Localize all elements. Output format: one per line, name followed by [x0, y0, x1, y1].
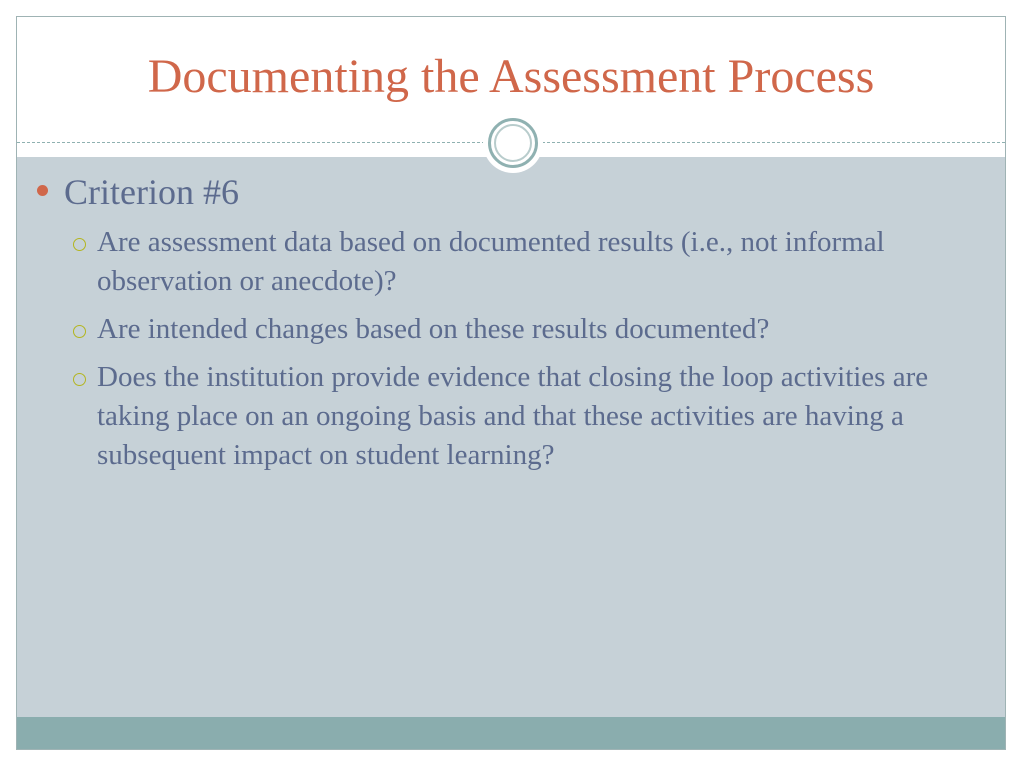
sub-bullet-item [73, 358, 1003, 475]
sub-bullet-text: Are assessment data based on documented results (i.e., not informal observation or anecdote)? [97, 226, 885, 297]
sub-bullet-text: Are intended changes based on these results documented? [97, 313, 770, 345]
main-bullet-item [37, 171, 987, 213]
sub-bullet-list [73, 223, 1003, 484]
sub-bullet-text: Does the institution provide evidence that closing the loop activities are taking place on an ongoing basis and that these activities are having a subsequent impact on student learning? [97, 361, 929, 471]
slide [16, 16, 1006, 750]
ornament-inner-ring [494, 124, 532, 162]
hollow-bullet-icon [73, 238, 86, 251]
hollow-bullet-icon [73, 325, 86, 338]
hollow-bullet-icon [73, 373, 86, 386]
sub-bullet-item [73, 223, 1003, 301]
ornament-outer-ring [488, 118, 538, 168]
sub-bullet-item [73, 310, 1003, 349]
ring-ornament-icon [483, 113, 543, 173]
filled-bullet-icon [37, 185, 48, 196]
footer-bar [17, 717, 1005, 750]
slide-title: Documenting the Assessment Process [147, 50, 875, 103]
main-bullet-text: Criterion #6 [64, 172, 239, 212]
